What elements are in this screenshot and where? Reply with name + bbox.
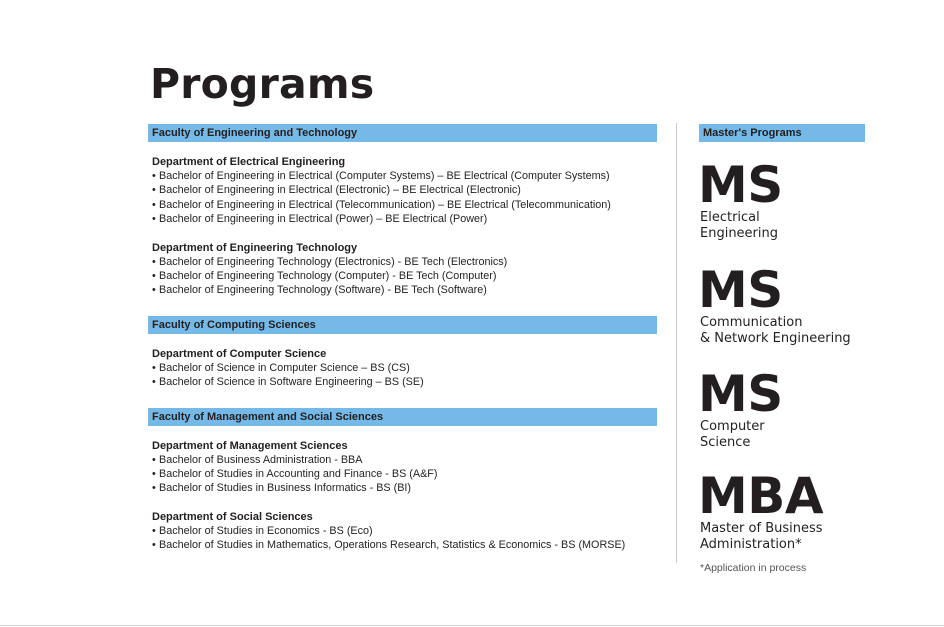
masters-program-ms-communication [698, 261, 851, 347]
bullet-icon: • [152, 376, 156, 389]
page-bottom-rule [0, 625, 944, 626]
program-abbreviation: MS [698, 261, 783, 319]
department-social-sciences [148, 510, 657, 553]
program-item: • Bachelor of Engineering Technology (Software) - BE Tech (Software) [152, 284, 487, 297]
bullet-icon: • [152, 539, 156, 552]
program-item: • Bachelor of Science in Software Engineering – BS (SE) [152, 376, 424, 389]
program-name: Master of Business Administration* [700, 521, 823, 552]
page-title: Programs [150, 60, 375, 108]
masters-program-mba [698, 467, 824, 553]
program-abbreviation: MS [698, 365, 783, 423]
masters-heading: Master's Programs [699, 124, 865, 142]
bullet-icon: • [152, 270, 156, 283]
masters-program-ms-electrical [698, 156, 783, 242]
program-item: • Bachelor of Studies in Mathematics, Operations Research, Statistics & Economics - BS (MORSE) [152, 539, 626, 552]
department-heading: Department of Management Sciences [152, 439, 348, 452]
faculty-heading: Faculty of Management and Social Sciences [148, 408, 657, 426]
bullet-icon: • [152, 198, 156, 211]
faculty-engineering-technology [148, 124, 657, 298]
program-name: Communication & Network Engineering [700, 315, 851, 346]
bullet-icon: • [152, 170, 156, 182]
department-computer-science [148, 347, 657, 390]
department-engineering-technology [148, 241, 657, 298]
bullet-icon: • [152, 213, 156, 226]
program-item: • Bachelor of Studies in Economics - BS (Eco) [152, 524, 373, 537]
bullet-icon: • [152, 284, 156, 297]
bullet-icon: • [152, 453, 156, 466]
bullet-icon: • [152, 184, 156, 197]
program-name: Computer Science [700, 419, 765, 450]
department-heading: Department of Electrical Engineering [152, 156, 346, 168]
program-abbreviation: MBA [698, 467, 824, 525]
bullet-icon: • [152, 482, 156, 495]
faculty-heading: Faculty of Computing Sciences [148, 316, 657, 334]
program-item: • Bachelor of Studies in Accounting and Finance - BS (A&F) [152, 468, 438, 481]
department-electrical-engineering [148, 155, 657, 227]
department-heading: Department of Social Sciences [152, 510, 313, 523]
masters-program-ms-computer-science [698, 365, 783, 451]
faculty-heading: Faculty of Engineering and Technology [148, 124, 657, 142]
bullet-icon: • [152, 255, 156, 268]
faculty-management-social-sciences [148, 408, 657, 553]
faculty-computing-sciences [148, 316, 657, 390]
program-item: • Bachelor of Engineering in Electrical (Electronic) – BE Electrical (Electronic) [152, 184, 521, 197]
department-management-sciences [148, 439, 657, 496]
bullet-icon: • [152, 468, 156, 481]
bullet-icon: • [152, 361, 156, 374]
program-item: • Bachelor of Engineering in Electrical (Computer Systems) – BE Electrical (Computer Systems) [152, 170, 610, 182]
program-item: • Bachelor of Engineering Technology (Computer) - BE Tech (Computer) [152, 270, 497, 283]
program-item: • Bachelor of Engineering in Electrical (Power) – BE Electrical (Power) [152, 213, 488, 226]
program-abbreviation: MS [698, 156, 783, 214]
department-heading: Department of Engineering Technology [152, 241, 358, 254]
program-item: • Bachelor of Engineering Technology (Electronics) - BE Tech (Electronics) [152, 255, 508, 268]
program-item: • Bachelor of Engineering in Electrical (Telecommunication) – BE Electrical (Telecommunication) [152, 198, 611, 211]
program-name: Electrical Engineering [700, 210, 778, 241]
bullet-icon: • [152, 524, 156, 537]
program-item: • Bachelor of Business Administration - BBA [152, 453, 363, 466]
program-item: • Bachelor of Science in Computer Science – BS (CS) [152, 361, 410, 374]
department-heading: Department of Computer Science [152, 347, 327, 360]
column-divider [676, 123, 677, 563]
program-item: • Bachelor of Studies in Business Informatics - BS (BI) [152, 482, 412, 495]
undergraduate-programs [148, 124, 657, 553]
footnote: *Application in process [700, 562, 807, 574]
